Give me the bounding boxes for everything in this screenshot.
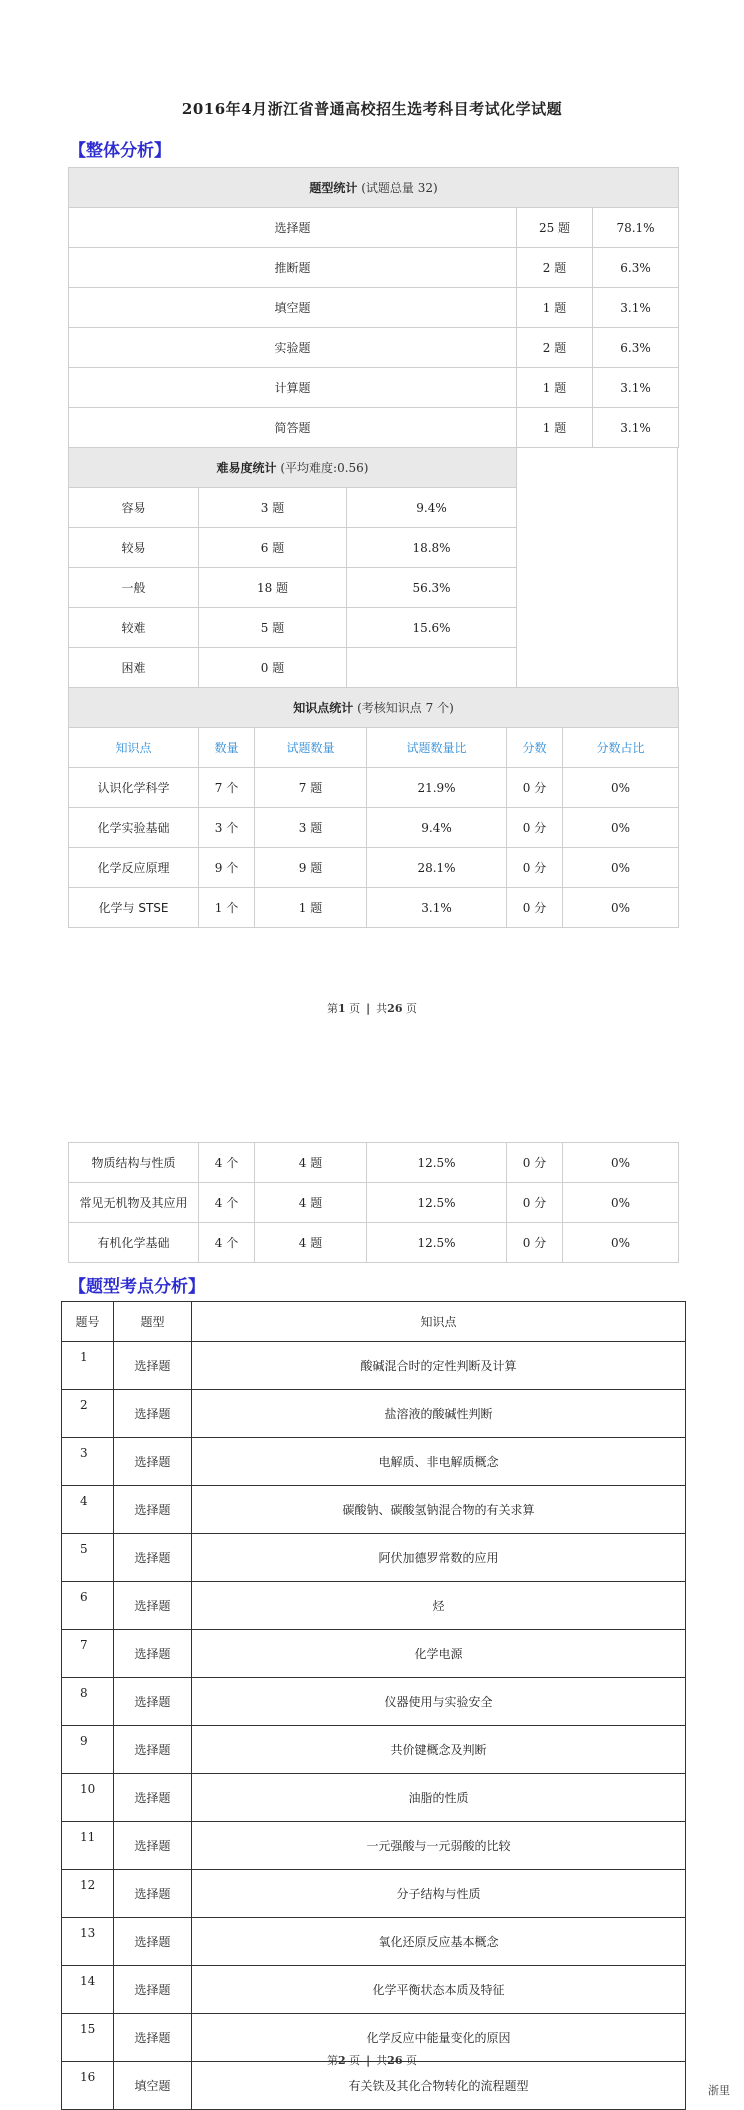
qpoint-row: 1 选择题 酸碱混合时的定性判断及计算 — [62, 1342, 686, 1390]
difficulty-row: 较难 5 题 15.6% — [69, 608, 517, 648]
difficulty-row: 困难 0 题 — [69, 648, 517, 688]
knowledge-row: 常见无机物及其应用 4 个 4 题 12.5% 0 分 0% — [69, 1183, 679, 1223]
qpoint-row: 2 选择题 盐溶液的酸碱性判断 — [62, 1390, 686, 1438]
question-point-table — [61, 1301, 686, 2110]
difficulty-row: 一般 18 题 56.3% — [69, 568, 517, 608]
knowledge-row: 有机化学基础 4 个 4 题 12.5% 0 分 0% — [69, 1223, 679, 1263]
qpoint-header-row: 题号 题型 知识点 — [62, 1302, 686, 1342]
question-type-table — [68, 167, 679, 448]
difficulty-side-panel — [516, 447, 678, 687]
knowledge-row: 物质结构与性质 4 个 4 题 12.5% 0 分 0% — [69, 1143, 679, 1183]
qpoint-row: 12 选择题 分子结构与性质 — [62, 1870, 686, 1918]
knowledge-row: 化学与 STSE 1 个 1 题 3.1% 0 分 0% — [69, 888, 679, 928]
qpoint-row: 15 选择题 化学反应中能量变化的原因 — [62, 2014, 686, 2062]
question-type-header: 题型统计 (试题总量 32) — [69, 168, 679, 208]
qpoint-row: 10 选择题 油脂的性质 — [62, 1774, 686, 1822]
qtype-row: 简答题 1 题 3.1% — [69, 408, 679, 448]
difficulty-header: 难易度统计 (平均难度:0.56) — [69, 448, 517, 488]
corner-watermark-text: 浙里 — [708, 2084, 730, 2097]
difficulty-row: 容易 3 题 9.4% — [69, 488, 517, 528]
page-footer-1: 第1 页 | 共26 页 — [327, 1002, 417, 1015]
qpoint-row: 8 选择题 仪器使用与实验安全 — [62, 1678, 686, 1726]
qpoint-row: 14 选择题 化学平衡状态本质及特征 — [62, 1966, 686, 2014]
qpoint-row: 6 选择题 烃 — [62, 1582, 686, 1630]
qtype-row: 推断题 2 题 6.3% — [69, 248, 679, 288]
page-footer-2: 第2 页 | 共26 页 — [327, 2054, 417, 2067]
knowledge-table — [68, 687, 679, 928]
difficulty-table — [68, 447, 517, 688]
qpoint-row: 3 选择题 电解质、非电解质概念 — [62, 1438, 686, 1486]
qpoint-row: 16 填空题 有关铁及其化合物转化的流程题型 — [62, 2062, 686, 2110]
difficulty-row: 较易 6 题 18.8% — [69, 528, 517, 568]
qtype-row: 实验题 2 题 6.3% — [69, 328, 679, 368]
question-point-heading: 【题型考点分析】 — [69, 1277, 205, 1297]
knowledge-row: 化学反应原理 9 个 9 题 28.1% 0 分 0% — [69, 848, 679, 888]
qpoint-row: 5 选择题 阿伏加德罗常数的应用 — [62, 1534, 686, 1582]
qpoint-row: 4 选择题 碳酸钠、碳酸氢钠混合物的有关求算 — [62, 1486, 686, 1534]
qtype-row: 填空题 1 题 3.1% — [69, 288, 679, 328]
knowledge-table-continued — [68, 1142, 679, 1263]
knowledge-column-headers: 知识点 数量 试题数量 试题数量比 分数 分数占比 — [69, 728, 679, 768]
knowledge-row: 认识化学科学 7 个 7 题 21.9% 0 分 0% — [69, 768, 679, 808]
qpoint-row: 9 选择题 共价键概念及判断 — [62, 1726, 686, 1774]
qtype-row: 选择题 25 题 78.1% — [69, 208, 679, 248]
qpoint-row: 11 选择题 一元强酸与一元弱酸的比较 — [62, 1822, 686, 1870]
qpoint-row: 13 选择题 氧化还原反应基本概念 — [62, 1918, 686, 1966]
knowledge-header: 知识点统计 (考核知识点 7 个) — [69, 688, 679, 728]
overall-analysis-heading: 【整体分析】 — [69, 141, 171, 161]
qtype-row: 计算题 1 题 3.1% — [69, 368, 679, 408]
document-title: 2016年4月浙江省普通高校招生选考科目考试化学试题 — [181, 100, 563, 118]
knowledge-row: 化学实验基础 3 个 3 题 9.4% 0 分 0% — [69, 808, 679, 848]
qpoint-row: 7 选择题 化学电源 — [62, 1630, 686, 1678]
